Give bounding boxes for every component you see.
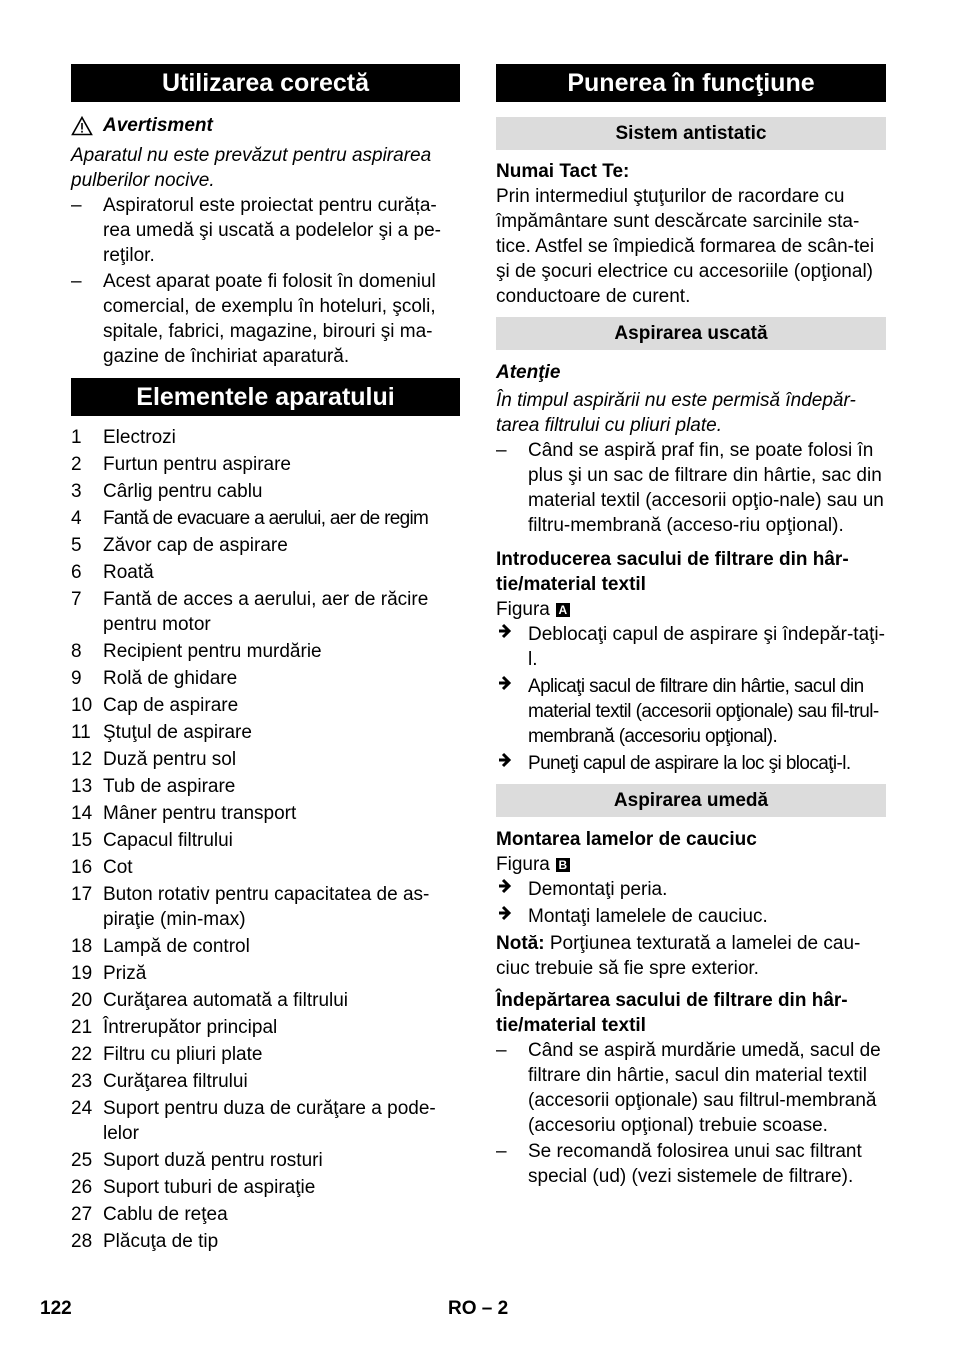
wet-step [496,904,886,929]
element-number: 24 [71,1098,93,1119]
remove-filter-bag-heading: Îndepărtarea sacului de filtrare din hâr-tie/material textil [496,990,848,1036]
usage-item [71,269,460,369]
wet-step [496,877,886,902]
dry-step [496,751,886,776]
element-number: 16 [71,857,93,878]
element-label: Cârlig pentru cablu [103,481,263,502]
element-label: Duză pentru sol [103,749,237,770]
element-number: 11 [71,722,91,743]
figure-reference-b [496,852,886,877]
element-list-item [71,693,460,718]
element-number: 9 [71,668,82,689]
element-list-item [71,882,460,932]
element-number: 20 [71,990,93,1011]
element-list-item [71,1229,460,1254]
usage-item-text: Aspiratorul este proiectat pentru curăța-rea umedă şi uscată a podelelor şi a pe-reţilor. [103,195,441,266]
caution-label: Atenţie [496,362,561,383]
element-list-item [71,774,460,799]
warning-triangle-icon [71,116,93,136]
element-number: 3 [71,481,82,502]
element-number: 12 [71,749,93,770]
element-number: 15 [71,830,93,851]
element-number: 21 [71,1017,93,1038]
dry-step [496,674,886,749]
element-number: 7 [71,589,82,610]
element-number: 13 [71,776,93,797]
antistatic-model-label: Numai Tact Te: [496,161,630,182]
element-list-item [71,747,460,772]
element-label: Cablu de reţea [103,1204,228,1225]
element-list-item [71,452,460,477]
element-label: Suport tuburi de aspiraţie [103,1177,316,1198]
element-number: 14 [71,803,93,824]
element-label: Zăvor cap de aspirare [103,535,288,556]
arrow-right-icon [498,623,514,639]
arrow-right-icon [498,675,514,691]
element-list-item [71,934,460,959]
element-label: Buton rotativ pentru capacitatea de as-piraţie (min-max) [103,884,430,930]
section-title-device-elements: Elementele aparatului [71,378,460,416]
element-number: 25 [71,1150,93,1171]
element-label: Plăcuţa de tip [103,1231,219,1252]
element-list-item [71,506,460,531]
element-list-item [71,666,460,691]
subsection-dry-vacuuming: Aspirarea uscată [496,317,886,350]
element-list-item [71,560,460,585]
element-label: Ştuţul de aspirare [103,722,252,743]
wet-step-text: Montaţi lamelele de cauciuc. [528,906,768,927]
dry-step-text: Puneţi capul de aspirare la loc şi blocaţi-l. [528,753,851,774]
wet-dash-text: Când se aspiră murdărie umedă, sacul de filtrare din hârtie, sacul din material textil (accesorii opţionale) sau filtrul-membrană (accesoriu opţional) trebuie scoase. [528,1040,881,1136]
element-label: Întrerupător principal [103,1017,278,1038]
element-label: Suport duză pentru rosturi [103,1150,323,1171]
arrow-right-icon [498,905,514,921]
warning-heading [71,114,460,138]
element-label: Filtru cu pliuri plate [103,1044,263,1065]
wet-dash-item [496,1038,886,1138]
element-number: 22 [71,1044,93,1065]
element-list-item [71,639,460,664]
element-list-item [71,1148,460,1173]
element-list-item [71,587,460,637]
dry-dash-item [496,438,886,538]
arrow-right-icon [498,878,514,894]
element-list-item [71,425,460,450]
element-list-item [71,720,460,745]
element-number: 1 [71,427,82,448]
element-list-item [71,533,460,558]
element-list-item [71,1175,460,1200]
element-number: 26 [71,1177,93,1198]
element-label: Fantă de acces a aerului, aer de răcire pentru motor [103,589,429,635]
element-number: 23 [71,1071,93,1092]
element-label: Cap de aspirare [103,695,239,716]
element-label: Lampă de control [103,936,250,957]
left-column [71,64,460,1254]
figure-reference-a [496,597,886,622]
element-number: 4 [71,508,81,529]
element-list-item [71,479,460,504]
dash-marker: – [71,195,82,216]
element-label: Electrozi [103,427,176,448]
warning-label: Avertisment [103,115,213,136]
element-list-item [71,1015,460,1040]
figure-label: Figura [496,599,550,620]
element-number: 2 [71,454,82,475]
usage-item-text: Acest aparat poate fi folosit în domeniul comercial, de exemplu în hoteluri, şcoli, spitale, fabrici, magazine, birouri şi ma-gazine de închiriat aparatură. [103,271,436,367]
arrow-right-icon [498,752,514,768]
note-label: Notă: [496,933,545,954]
subsection-antistatic: Sistem antistatic [496,117,886,150]
wet-step-text: Demontaţi peria. [528,879,668,900]
element-number: 19 [71,963,93,984]
dash-marker: – [496,1141,507,1162]
element-label: Priză [103,963,147,984]
figure-a-icon: A [556,603,570,617]
section-title-intended-use: Utilizarea corectă [71,64,460,102]
element-list-item [71,828,460,853]
note-text: Porţiunea texturată a lamelei de cau-ciuc trebuie să fie spre exterior. [496,933,861,979]
usage-item [71,193,460,268]
element-label: Fantă de evacuare a aerului, aer de regim [103,508,429,529]
dry-step-text: Deblocaţi capul de aspirare şi îndepăr-taţi-l. [528,624,885,670]
element-list-item [71,801,460,826]
element-label: Mâner pentru transport [103,803,297,824]
element-label: Rolă de ghidare [103,668,238,689]
element-number: 10 [71,695,93,716]
figure-b-icon: B [556,858,570,872]
dry-step-text: Aplicaţi sacul de filtrare din hârtie, sacul din material textil (accesorii opţionale) sau fil-trul-membrană (accesoriu opţional). [528,676,879,747]
element-label: Furtun pentru aspirare [103,454,291,475]
warning-text: Aparatul nu este prevăzut pentru aspirarea pulberilor nocive. [71,145,432,191]
element-number: 18 [71,936,93,957]
element-label: Suport pentru duza de curăţare a pode-lelor [103,1098,436,1144]
right-column [496,64,886,1189]
dry-dash-text: Când se aspiră praf fin, se poate folosi în plus şi un sac de filtrare din hârtie, sac din material textil (accesorii opţio-nale) sau un filtru-membrană (acceso-riu opţional). [528,440,884,536]
element-number: 28 [71,1231,93,1252]
subsection-wet-vacuuming: Aspirarea umedă [496,784,886,817]
element-number: 8 [71,641,82,662]
element-list-item [71,1202,460,1227]
element-list-item [71,961,460,986]
insert-filter-bag-heading: Introducerea sacului de filtrare din hâr-tie/material textil [496,549,849,595]
element-number: 17 [71,884,93,905]
dry-step [496,622,886,672]
element-list-item [71,1096,460,1146]
page-reference: RO – 2 [448,1298,509,1319]
element-number: 6 [71,562,82,583]
dash-marker: – [71,271,82,292]
rubber-lamellae-heading: Montarea lamelor de cauciuc [496,829,757,850]
element-label: Recipient pentru murdărie [103,641,322,662]
element-number: 27 [71,1204,93,1225]
element-list-item [71,855,460,880]
page-number: 122 [40,1298,72,1319]
figure-label: Figura [496,854,550,875]
caution-text: În timpul aspirării nu este permisă îndepăr-tarea filtrului cu pliuri plate. [496,390,856,436]
element-list-item [71,1069,460,1094]
element-label: Cot [103,857,133,878]
element-label: Roată [103,562,154,583]
wet-dash-item [496,1139,886,1189]
element-label: Curăţarea filtrului [103,1071,248,1092]
dash-marker: – [496,440,507,461]
section-title-start-up: Punerea în funcţiune [496,64,886,102]
device-elements-list [71,425,460,1254]
antistatic-text: Prin intermediul ştuţurilor de racordare cu împământare sunt descărcate sarcinile sta-tice. Astfel se împiedică formarea de scân-tei şi de şocuri electrice cu accesoriile (opţional) conductoare de curent. [496,186,875,307]
element-list-item [71,1042,460,1067]
element-label: Capacul filtrului [103,830,233,851]
element-label: Curăţarea automată a filtrului [103,990,349,1011]
element-number: 5 [71,535,82,556]
wet-dash-text: Se recomandă folosirea unui sac filtrant special (ud) (vezi sistemele de filtrare). [528,1141,862,1187]
dash-marker: – [496,1040,507,1061]
note-paragraph [496,931,886,981]
element-label: Tub de aspirare [103,776,236,797]
element-list-item [71,988,460,1013]
